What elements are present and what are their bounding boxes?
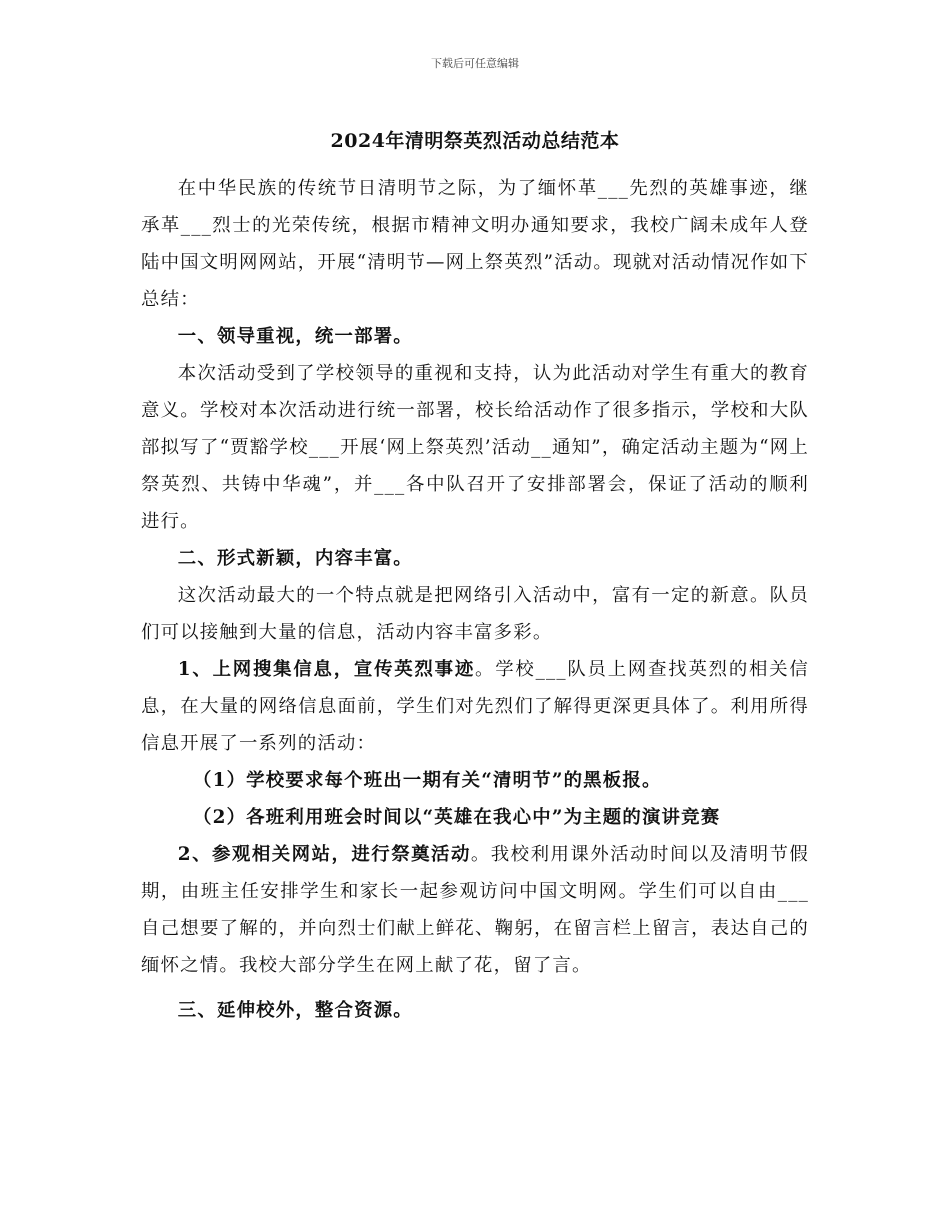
document-title: 2024年清明祭英烈活动总结范本: [330, 130, 620, 152]
item-body-2: 。我校利用课外活动时间以及清明节假期，由班主任安排学生和家长一起参观访问中国文明网。学生们可以自由___自己想要了解的，并向烈士们献上鲜花、鞠躬，在留言栏上留言，表达自己的缅怀之情。我校大部分学生在网上献了花，留了言。: [141, 844, 810, 976]
item-lead-2: 2、参观相关网站，进行祭奠活动: [177, 844, 471, 865]
section-heading-1: 一、领导重视，统一部署。: [177, 326, 413, 347]
section-heading-3: 三、延伸校外，整合资源。: [177, 1000, 413, 1021]
item-body-1: 。学校___队员上网查找英烈的相关信息，在大量的网络信息面前，学生们对先烈们了解得更深更具体了。利用所得信息开展了一系列的活动：: [141, 659, 810, 754]
item-paragraph-1: [141, 651, 809, 762]
item-paragraph-2: [141, 836, 809, 984]
item-lead-1: 1、上网搜集信息，宣传英烈事迹: [177, 659, 476, 680]
sub-item-2: （2）各班利用班会时间以“英雄在我心中”为主题的演讲竞赛: [193, 807, 721, 828]
section-paragraph-1: 本次活动受到了学校领导的重视和支持，认为此活动对学生有重大的教育意义。学校对本次活动进行统一部署，校长给活动作了很多指示，学校和大队部拟写了“贾豁学校___开展‘网上祭英烈’活动__通知”，确定活动主题为“网上祭英烈、共铸中华魂”，并___各中队召开了安排部署会，保证了活动的顺利进行。: [141, 363, 809, 532]
section-heading-2: 二、形式新颖，内容丰富。: [177, 548, 413, 569]
header-note: 下载后可任意编辑: [431, 57, 519, 70]
section-paragraph-2: 这次活动最大的一个特点就是把网络引入活动中，富有一定的新意。队员们可以接触到大量的信息，活动内容丰富多彩。: [141, 585, 809, 643]
sub-item-1: （1）学校要求每个班出一期有关“清明节”的黑板报。: [193, 770, 662, 791]
document-body: [141, 170, 809, 1029]
intro-paragraph: 在中华民族的传统节日清明节之际，为了缅怀革___先烈的英雄事迹，继承革___烈士的光荣传统，根据市精神文明办通知要求，我校广阔未成年人登陆中国文明网网站，开展“清明节—网上祭英烈”活动。现就对活动情况作如下总结：: [141, 178, 809, 310]
